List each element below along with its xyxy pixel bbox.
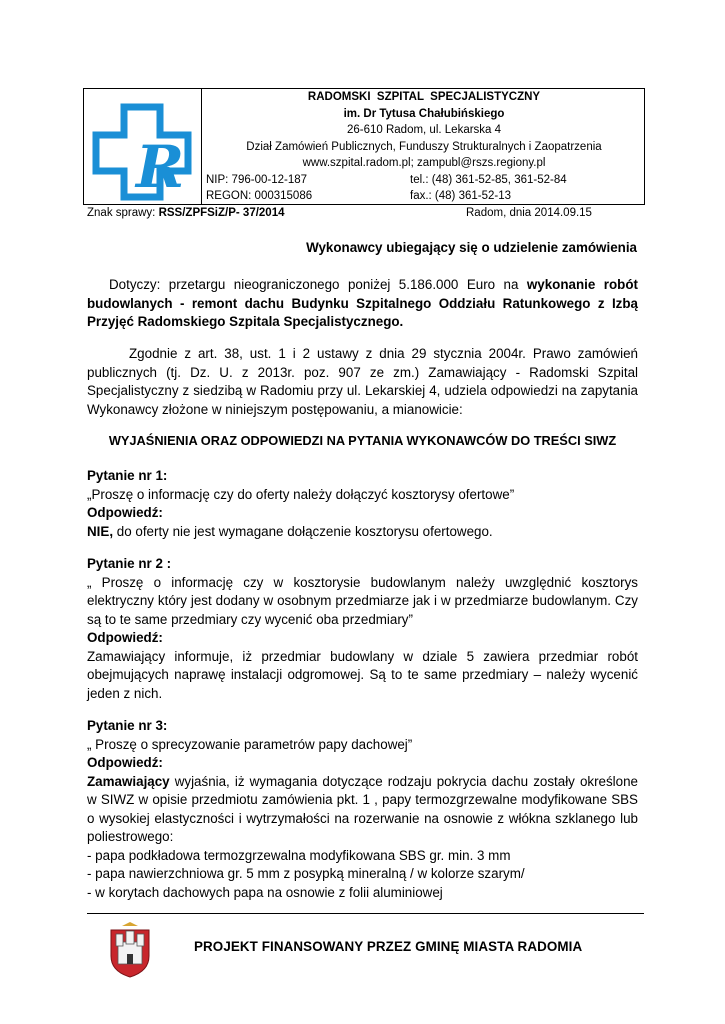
reference-line	[87, 207, 647, 219]
subject-paragraph	[87, 276, 638, 332]
question-2-label: Pytanie nr 2 :	[87, 556, 172, 571]
answer-3-item: - papa nawierzchniowa gr. 5 mm z posypką mineralną / w kolorze szarym/	[87, 866, 525, 881]
answer-1-bold: NIE,	[87, 523, 114, 539]
question-3-label: Pytanie nr 3:	[87, 718, 168, 733]
org-name: RADOMSKI SZPITAL SPECJALISTYCZNY	[307, 91, 541, 103]
answer-1-label: Odpowiedź:	[87, 505, 163, 520]
subject-title: wykonanie robót budowlanych - remont dachu Budynku Szpitalnego Oddziału Ratunkowego z Izbą Przyjęć Radomskiego Szpitala Specjalistycznego.	[87, 277, 638, 329]
footer-divider	[87, 913, 644, 914]
answer-3-bold: Zamawiający	[87, 773, 170, 789]
answer-1-text	[87, 523, 638, 542]
question-1-label: Pytanie nr 1:	[87, 468, 168, 483]
question-3-text: „ Proszę o sprecyzowanie parametrów papy dachowej”	[87, 736, 413, 752]
case-prefix: Znak sprawy:	[87, 207, 159, 219]
contact-row-2	[204, 188, 644, 205]
addressee: Wykonawcy ubiegający się o udzielenie zamówienia	[306, 240, 637, 255]
org-patron: im. Dr Tytusa Chałubińskiego	[343, 107, 505, 120]
question-3-block	[87, 717, 638, 902]
org-department: Dział Zamówień Publicznych, Funduszy Strukturalnych i Zaopatrzenia	[246, 140, 602, 153]
letterhead	[83, 88, 645, 205]
question-1-block	[87, 467, 638, 541]
city-coat-of-arms-icon	[108, 922, 152, 978]
subject-prefix: Dotyczy: przetargu nieograniczonego poniżej 5.186.000 Euro na	[109, 277, 527, 292]
header-divider	[201, 89, 202, 204]
answer-3-text	[87, 773, 638, 847]
answer-3-label: Odpowiedź:	[87, 755, 163, 770]
contact-row-1	[204, 172, 644, 189]
org-fax: fax.: (48) 361-52-13	[410, 190, 512, 202]
question-1-text: „Proszę o informację czy do oferty należy dołączyć kosztorysy ofertowe”	[87, 486, 515, 502]
footer-funding-note: PROJEKT FINANSOWANY PRZEZ GMINĘ MIASTA RADOMIA	[194, 939, 583, 954]
answer-2-text: Zamawiający informuje, iż przedmiar budowlany w dziale 5 zawiera przedmiar robót obejmujących naprawę instalacji odgromowej. Są to te same przedmiary – należy wycenić jeden z nich.	[87, 648, 638, 701]
answer-1-body: do oferty nie jest wymagane dołączenie kosztorysu ofertowego.	[113, 523, 493, 539]
answer-3-item: - w korytach dachowych papa na osnowie z folii aluminiowej	[87, 884, 443, 900]
org-address: 26-610 Radom, ul. Lekarska 4	[346, 124, 502, 136]
org-regon: REGON: 000315086	[206, 190, 313, 202]
letterhead-info	[204, 89, 644, 205]
hospital-cross-logo-icon	[88, 101, 198, 201]
answer-3-item: - papa podkładowa termozgrzewalna modyfikowana SBS gr. min. 3 mm	[87, 847, 511, 863]
answer-2-label: Odpowiedź:	[87, 630, 163, 645]
intro-paragraph: Zgodnie z art. 38, ust. 1 i 2 ustawy z dnia 29 stycznia 2004r. Prawo zamówień publicznych (tj. Dz. U. z 2013r. poz. 907 ze zm.) Zamawiający - Radomski Szpital Specjalistyczny z siedzibą w Radomiu przy ul. Lekarskiej 4, udziela odpowiedzi na zapytania Wykonawcy złożone w niniejszym postępowaniu, a mianowicie:	[87, 346, 638, 417]
document-date: Radom, dnia 2014.09.15	[466, 207, 592, 219]
question-2-text: „ Proszę o informację czy w kosztorysie budowlanym należy uwzględnić kosztorys elektryczny który jest dodany w osobnym przedmiarze jak i w przedmiarze budowlanym. Czy są to te same przedmiary czy wycenić oba przedmiary”	[87, 574, 638, 627]
section-title: WYJAŚNIENIA ORAZ ODPOWIEDZI NA PYTANIA WYKONAWCÓW DO TREŚCI SIWZ	[108, 433, 617, 448]
org-nip: NIP: 796-00-12-187	[206, 173, 308, 186]
org-tel: tel.: (48) 361-52-85, 361-52-84	[410, 173, 567, 186]
logo-letter: R	[136, 133, 185, 201]
case-reference	[87, 207, 285, 219]
question-2-block	[87, 555, 638, 703]
answer-3-body: wyjaśnia, iż wymagania dotyczące rodzaju pokrycia dachu zostały określone w SIWZ w opisie przedmiotu zamówienia pkt. 1 , papy termozgrzewalne modyfikowane SBS o wysokiej elastyczności i wytrzymałości na rozerwanie na osnowie z włókna szklanego lub poliestrowego:	[87, 773, 638, 844]
case-number: RSS/ZPFSiZ/P- 37/2014	[158, 207, 285, 219]
org-web-email: www.szpital.radom.pl; zampubl@rszs.regiony.pl	[302, 157, 546, 169]
